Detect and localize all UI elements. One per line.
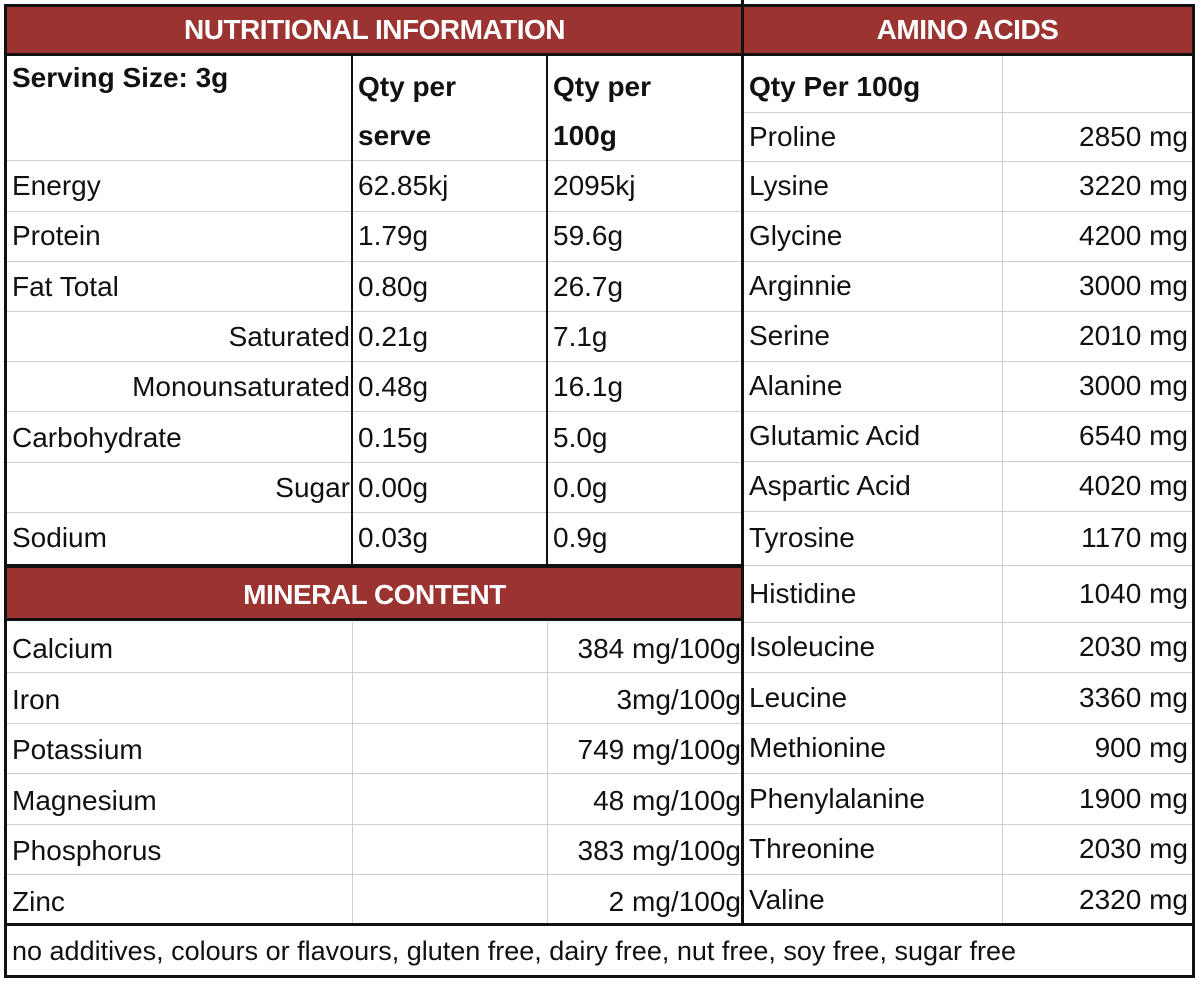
- border: [4, 923, 1194, 926]
- nutrient-per-100g: 0.0g: [553, 471, 608, 503]
- grid-line: [743, 211, 1192, 212]
- nutrient-label: Monounsaturated: [132, 371, 350, 403]
- grid-line: [6, 512, 352, 513]
- nutrient-per-100g: 7.1g: [553, 320, 608, 352]
- grid-line: [743, 824, 1192, 825]
- amino-label: Proline: [749, 120, 837, 152]
- grid-line: [6, 411, 352, 412]
- nutrient-per-100g: 59.6g: [553, 220, 624, 252]
- nutrient-per-100g: 26.7g: [553, 270, 624, 302]
- grid-line: [743, 112, 1192, 113]
- amino-value: 1170 mg: [1081, 522, 1188, 553]
- amino-value: 2010 mg: [1079, 320, 1188, 351]
- grid-line: [743, 511, 1192, 512]
- mineral-label: Phosphorus: [12, 835, 162, 866]
- nutrient-per-serve: 1.79g: [358, 220, 429, 252]
- mineral-value: 48 mg/100g: [593, 784, 741, 816]
- grid-line: [743, 461, 1192, 462]
- amino-header: AMINO ACIDS: [743, 6, 1192, 53]
- mineral-header: MINERAL CONTENT: [6, 568, 743, 621]
- amino-value: 2850 mg: [1079, 120, 1188, 152]
- mineral-label: Zinc: [12, 885, 65, 917]
- amino-label: Histidine: [749, 577, 857, 609]
- nutrient-label: Fat Total: [12, 270, 119, 302]
- amino-value: 4020 mg: [1079, 470, 1188, 501]
- nutrient-per-serve: 0.48g: [358, 371, 429, 403]
- nutrient-per-serve: 0.80g: [358, 270, 429, 302]
- border: [4, 618, 743, 621]
- amino-subheader: Qty Per 100g: [749, 71, 921, 102]
- border: [4, 4, 1194, 7]
- grid-line: [743, 773, 1192, 774]
- grid-line: [6, 824, 743, 825]
- nutrient-per-100g: 0.9g: [553, 522, 608, 554]
- grid-line: [6, 723, 743, 724]
- amino-label: Glycine: [749, 220, 843, 251]
- mineral-label: Iron: [12, 683, 61, 715]
- grid-line: [6, 211, 352, 212]
- border: [351, 56, 353, 566]
- amino-value: 2030 mg: [1079, 833, 1188, 864]
- nutrient-label: Sodium: [12, 522, 107, 554]
- nutrient-per-serve: 0.03g: [358, 522, 429, 554]
- amino-label: Threonine: [749, 833, 876, 864]
- amino-value: 3220 mg: [1079, 170, 1188, 201]
- nutrient-label: Sugar: [275, 471, 350, 503]
- amino-label: Glutamic Acid: [749, 420, 921, 451]
- amino-label: Arginnie: [749, 270, 852, 301]
- amino-label: Isoleucine: [749, 631, 876, 662]
- amino-label: Leucine: [749, 681, 848, 713]
- mineral-value: 383 mg/100g: [577, 835, 741, 866]
- nutrient-per-serve: 0.00g: [358, 471, 429, 503]
- col-serve-line1: Qty per: [358, 71, 457, 102]
- grid-line: [1002, 56, 1003, 925]
- grid-line: [6, 462, 352, 463]
- amino-label: Lysine: [749, 170, 829, 201]
- border: [4, 564, 743, 568]
- amino-value: 6540 mg: [1079, 420, 1188, 451]
- nutrient-per-100g: 5.0g: [553, 421, 608, 453]
- footer-note: no additives, colours or flavours, gluten free, dairy free, nut free, soy free, sugar free: [12, 935, 1017, 966]
- border: [1192, 4, 1195, 978]
- mineral-value: 2 mg/100g: [608, 885, 741, 917]
- amino-label: Methionine: [749, 732, 886, 763]
- grid-line: [743, 311, 1192, 312]
- grid-line: [6, 311, 352, 312]
- mineral-value: 749 mg/100g: [577, 734, 741, 765]
- col-100g-line2: 100g: [553, 120, 617, 151]
- grid-line: [743, 361, 1192, 362]
- grid-line: [6, 160, 352, 161]
- col-serve-line2: serve: [358, 120, 432, 151]
- grid-line: [743, 565, 1192, 566]
- mineral-label: Potassium: [12, 734, 143, 765]
- border: [546, 56, 548, 566]
- amino-label: Serine: [749, 320, 830, 351]
- border: [741, 0, 744, 926]
- grid-line: [743, 411, 1192, 412]
- nutrient-label: Carbohydrate: [12, 421, 182, 453]
- grid-line: [743, 622, 1192, 623]
- grid-line: [743, 874, 1192, 875]
- amino-label: Alanine: [749, 370, 843, 401]
- mineral-label: Calcium: [12, 633, 114, 664]
- grid-line: [6, 773, 743, 774]
- border: [4, 53, 1194, 56]
- amino-value: 1900 mg: [1079, 782, 1188, 814]
- nutrient-per-100g: 2095kj: [553, 170, 636, 201]
- grid-line: [6, 672, 743, 673]
- mineral-label: Magnesium: [12, 784, 157, 816]
- grid-line: [743, 672, 1192, 673]
- grid-line: [6, 361, 352, 362]
- amino-value: 4200 mg: [1079, 220, 1188, 251]
- nutrient-per-serve: 0.15g: [358, 421, 429, 453]
- grid-line: [6, 874, 743, 875]
- grid-line: [6, 261, 352, 262]
- border: [4, 4, 7, 978]
- amino-value: 900 mg: [1094, 732, 1188, 763]
- nutrient-label: Energy: [12, 170, 101, 201]
- grid-line: [743, 261, 1192, 262]
- serving-size: Serving Size: 3g: [12, 62, 229, 93]
- nutrient-per-serve: 62.85kj: [358, 170, 449, 201]
- amino-value: 3000 mg: [1079, 270, 1188, 301]
- amino-label: Tyrosine: [749, 522, 855, 553]
- amino-value: 3000 mg: [1079, 370, 1188, 401]
- nutrient-per-100g: 16.1g: [553, 371, 624, 403]
- mineral-value: 3mg/100g: [616, 683, 741, 715]
- nutrient-label: Protein: [12, 220, 101, 252]
- border: [4, 975, 1194, 978]
- grid-line: [743, 161, 1192, 162]
- nutrition-header: NUTRITIONAL INFORMATION: [6, 6, 743, 53]
- grid-line: [743, 723, 1192, 724]
- amino-value: 3360 mg: [1079, 681, 1188, 713]
- mineral-value: 384 mg/100g: [577, 633, 741, 664]
- grid-line: [547, 622, 548, 925]
- nutrient-per-serve: 0.21g: [358, 320, 429, 352]
- grid-line: [352, 622, 353, 925]
- col-100g-line1: Qty per: [553, 71, 652, 102]
- amino-label: Phenylalanine: [749, 782, 925, 814]
- amino-value: 1040 mg: [1079, 577, 1188, 609]
- amino-label: Valine: [749, 883, 825, 915]
- amino-label: Aspartic Acid: [749, 470, 911, 501]
- amino-value: 2320 mg: [1079, 883, 1188, 915]
- nutrient-label: Saturated: [228, 320, 350, 352]
- amino-value: 2030 mg: [1079, 631, 1188, 662]
